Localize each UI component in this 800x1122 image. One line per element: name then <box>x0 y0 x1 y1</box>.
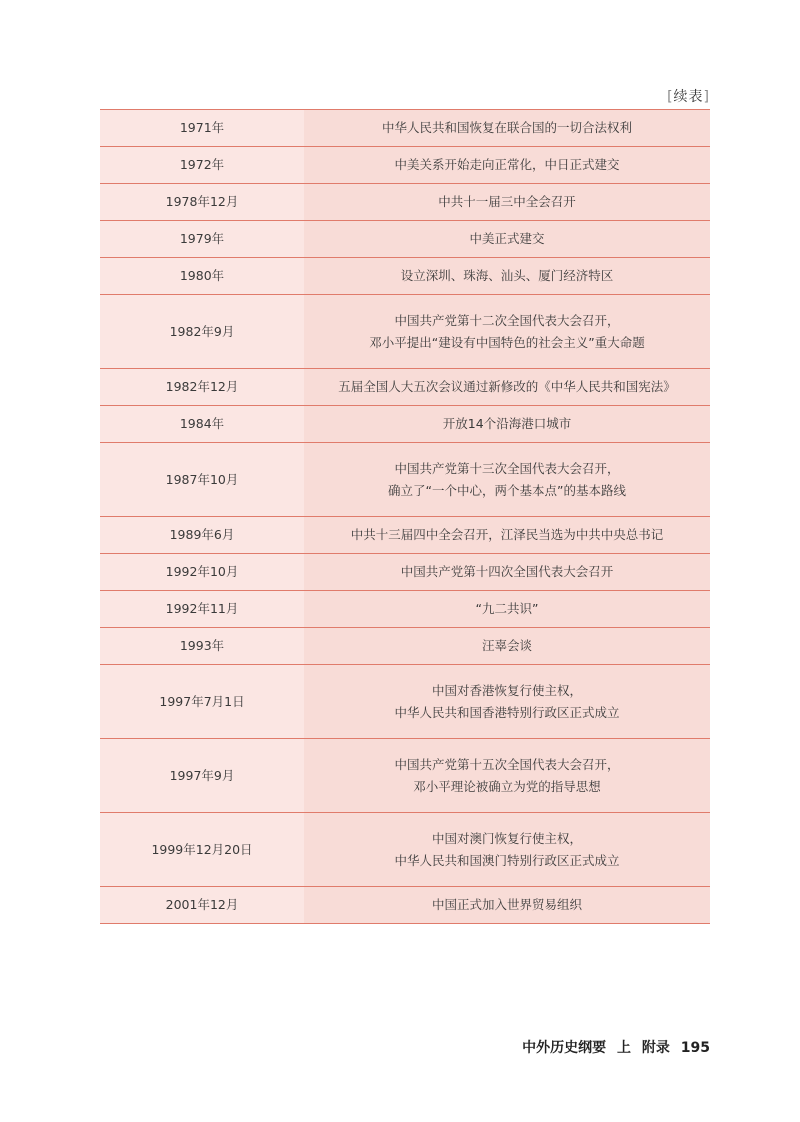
event-line: 中国正式加入世界贸易组织 <box>431 897 582 912</box>
event-line: 中华人民共和国澳门特别行政区正式成立 <box>394 852 620 868</box>
event-cell <box>304 517 710 554</box>
event-line: 中华人民共和国香港特别行政区正式成立 <box>394 704 620 720</box>
table-row <box>100 665 710 739</box>
event-cell <box>304 184 710 221</box>
table-row <box>100 554 710 591</box>
date-cell: 1997年9月 <box>100 739 304 813</box>
event-line: 汪辜会谈 <box>481 638 532 653</box>
event-line: 五届全国人大五次会议通过新修改的《中华人民共和国宪法》 <box>338 379 676 394</box>
table-row <box>100 221 710 258</box>
table-row <box>100 813 710 887</box>
event-line: 中共十三届四中全会召开，江泽民当选为中共中央总书记 <box>350 527 664 542</box>
table-row <box>100 184 710 221</box>
event-cell <box>304 147 710 184</box>
table-row <box>100 258 710 295</box>
footer-section: 附录 <box>641 1040 670 1056</box>
event-cell <box>304 665 710 739</box>
event-cell <box>304 443 710 517</box>
date-cell: 1982年9月 <box>100 295 304 369</box>
page-number: 195 <box>680 1040 710 1056</box>
event-line: 设立深圳、珠海、汕头、厦门经济特区 <box>400 268 614 283</box>
date-cell: 1982年12月 <box>100 369 304 406</box>
date-cell: 1997年7月1日 <box>100 665 304 739</box>
event-cell <box>304 110 710 147</box>
footer-volume: 上 <box>617 1040 632 1056</box>
continued-label-text: 续表 <box>673 89 704 105</box>
event-cell <box>304 554 710 591</box>
table-row <box>100 443 710 517</box>
table-row <box>100 369 710 406</box>
event-cell <box>304 813 710 887</box>
date-cell: 1989年6月 <box>100 517 304 554</box>
event-cell <box>304 591 710 628</box>
chronology-table <box>100 109 710 924</box>
continued-table-label: [续表] <box>667 89 710 105</box>
event-line: 中国共产党第十二次全国代表大会召开， <box>394 312 620 328</box>
event-line: 邓小平理论被确立为党的指导思想 <box>413 778 601 794</box>
date-cell: 1992年10月 <box>100 554 304 591</box>
event-line: 中国对澳门恢复行使主权， <box>431 830 582 846</box>
table-row <box>100 406 710 443</box>
event-cell <box>304 628 710 665</box>
page-footer <box>516 1037 710 1057</box>
table-row <box>100 295 710 369</box>
date-cell: 1978年12月 <box>100 184 304 221</box>
date-cell: 1979年 <box>100 221 304 258</box>
table-row <box>100 887 710 924</box>
event-line: 中美正式建交 <box>469 231 545 246</box>
date-cell: 2001年12月 <box>100 887 304 924</box>
event-line: 中国共产党第十四次全国代表大会召开 <box>400 564 614 579</box>
event-line: “九二共识” <box>475 601 539 616</box>
event-cell <box>304 258 710 295</box>
date-cell: 1984年 <box>100 406 304 443</box>
date-cell: 1992年11月 <box>100 591 304 628</box>
date-cell: 1987年10月 <box>100 443 304 517</box>
date-cell: 1980年 <box>100 258 304 295</box>
date-cell: 1972年 <box>100 147 304 184</box>
date-cell: 1971年 <box>100 110 304 147</box>
table-row <box>100 739 710 813</box>
event-line: 中国共产党第十三次全国代表大会召开， <box>394 460 620 476</box>
event-line: 中华人民共和国恢复在联合国的一切合法权利 <box>381 120 632 135</box>
event-line: 中国共产党第十五次全国代表大会召开， <box>394 756 620 772</box>
event-cell <box>304 295 710 369</box>
date-cell: 1999年12月20日 <box>100 813 304 887</box>
table-row <box>100 147 710 184</box>
event-cell <box>304 406 710 443</box>
date-cell: 1993年 <box>100 628 304 665</box>
event-line: 中国对香港恢复行使主权， <box>431 682 582 698</box>
table-row <box>100 517 710 554</box>
table-row <box>100 110 710 147</box>
table-row <box>100 591 710 628</box>
event-cell <box>304 739 710 813</box>
event-cell <box>304 221 710 258</box>
event-cell <box>304 369 710 406</box>
event-cell <box>304 887 710 924</box>
event-line: 邓小平提出“建设有中国特色的社会主义”重大命题 <box>369 334 645 350</box>
footer-book-title: 中外历史纲要 <box>522 1040 607 1056</box>
event-line: 开放14个沿海港口城市 <box>442 416 572 431</box>
event-line: 确立了“一个中心，两个基本点”的基本路线 <box>388 482 626 498</box>
table-row <box>100 628 710 665</box>
event-line: 中美关系开始走向正常化，中日正式建交 <box>394 157 620 172</box>
event-line: 中共十一届三中全会召开 <box>438 194 576 209</box>
